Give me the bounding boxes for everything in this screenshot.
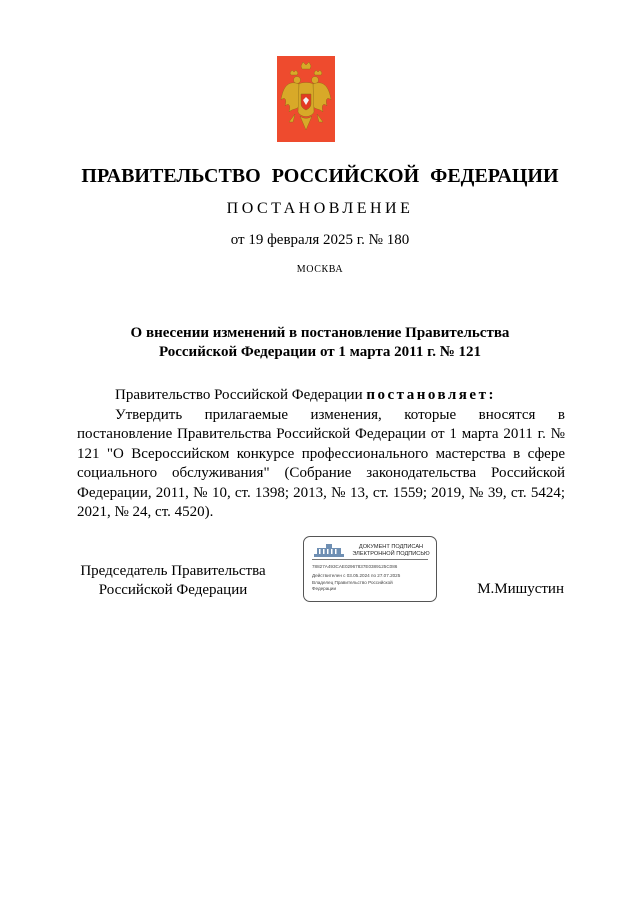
- government-building-icon: [313, 543, 345, 559]
- document-city: МОСКВА: [296, 264, 344, 275]
- esig-validity: Действителен с 03.05.2024 по 27.07.2025: [312, 573, 401, 578]
- signer-title-line-1: Председатель Правительства: [80, 563, 266, 579]
- main-paragraph: Утвердить прилагаемые изменения, которые вносятся в постановление Правительства Российской Федерации от 1 марта 2011 г. № 121 "О Всероссийском конкурсе профессионального мастерства в сфере социального обслуживания" (Собрание законодательства Российской Федерации, 2011, № 10, ст. 1398; 2013, № 13, ст. 1559; 2019, № 39, ст. 5424; 2021, № 24, ст. 4520).: [77, 406, 565, 520]
- signer-title: [77, 562, 269, 600]
- esig-owner-line-2: Федерации: [312, 586, 337, 591]
- electronic-signature-stamp: [303, 536, 437, 602]
- document-subject: [100, 324, 540, 362]
- esig-owner-line-1: Владелец Правительство Российской: [312, 580, 393, 585]
- esig-heading: [348, 544, 434, 558]
- esig-heading-line-1: ДОКУМЕНТ ПОДПИСАН: [358, 544, 424, 550]
- subject-line-2: Российской Федерации от 1 марта 2011 г. № 121: [158, 344, 482, 360]
- coat-of-arms-emblem: [277, 56, 335, 142]
- document-type: ПОСТАНОВЛЕНИЕ: [226, 200, 414, 217]
- signer-title-line-2: Российской Федерации: [98, 582, 248, 598]
- intro-verb: постановляет:: [366, 387, 496, 403]
- document-body: [77, 386, 565, 523]
- subject-line-1: О внесении изменений в постановление Правительства: [130, 325, 510, 341]
- esig-divider: [312, 559, 428, 560]
- document-date-number: от 19 февраля 2025 г. № 180: [230, 232, 410, 248]
- government-title: ПРАВИТЕЛЬСТВО РОССИЙСКОЙ ФЕДЕРАЦИИ: [81, 165, 559, 187]
- intro-paragraph: [77, 386, 565, 406]
- double-headed-eagle-icon: [277, 56, 335, 142]
- esig-certificate: 78827A493CAE02967837E0389125C086: [312, 564, 398, 569]
- signer-name: М.Мишустин: [477, 581, 564, 597]
- intro-text: Правительство Российской Федерации: [115, 387, 367, 403]
- esig-heading-line-2: ЭЛЕКТРОННОЙ ПОДПИСЬЮ: [352, 551, 430, 557]
